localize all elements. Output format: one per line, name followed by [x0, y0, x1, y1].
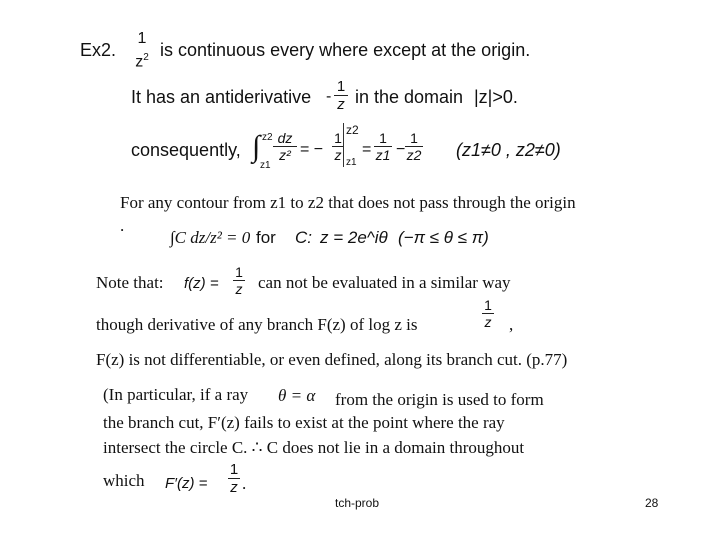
antiderivative-numerator: 1	[336, 78, 346, 95]
fraction-one-over-z1	[374, 131, 392, 162]
footer-title: tch-prob	[335, 496, 380, 510]
trailing-dot: .	[120, 216, 125, 235]
derivative-numerator: 1	[484, 297, 492, 313]
ex-fraction-denominator: z	[135, 53, 144, 71]
domain-text: in the domain	[355, 87, 464, 107]
antiderivative-denominator: z	[337, 96, 345, 113]
derivative-comma: ,	[509, 315, 514, 334]
theta-range: (−π ≤ θ ≤ π)	[398, 228, 489, 247]
domain-condition: |z|>0.	[474, 87, 518, 107]
branch-cut-text: the branch cut, F′(z) fails to exist at the point where the ray	[103, 413, 505, 432]
note-fraction	[233, 265, 245, 296]
nonzero-condition: (z1≠0 , z2≠0)	[456, 140, 561, 160]
ex-fraction-denominator-exp: 2	[143, 52, 149, 63]
ex-fraction-numerator: 1	[137, 30, 147, 47]
which-fraction	[228, 462, 240, 495]
integral-sign: ∫	[252, 130, 261, 163]
eval-denominator: z	[334, 147, 342, 163]
page-number: 28	[645, 496, 659, 510]
which-numerator: 1	[229, 461, 239, 478]
integrand-denominator: z²	[279, 147, 291, 163]
derivative-statement: though derivative of any branch F(z) of log z is	[96, 315, 418, 334]
note-statement: can not be evaluated in a similar way	[258, 273, 511, 292]
branch-cut-statement: F(z) is not differentiable, or even defined, along its branch cut. (p.77)	[96, 350, 568, 369]
eval-upper: z2	[346, 123, 359, 137]
contour-parametrization: z = 2e^iθ	[320, 228, 388, 247]
note-denominator: z	[235, 281, 243, 297]
antiderivative-text: It has an antiderivative	[131, 87, 312, 107]
antiderivative-fraction	[334, 79, 348, 112]
fraction-one-over-z2	[405, 131, 423, 162]
eval-numerator: 1	[334, 130, 342, 146]
integrand-numerator: dz	[277, 130, 293, 146]
example-label: Ex2.	[80, 40, 117, 60]
contour-integral: ∫C dz/z² = 0	[170, 228, 251, 247]
equals-sign: =	[362, 141, 372, 158]
contour-statement: For any contour from z1 to z2 that does not pass through the origin	[120, 193, 576, 212]
z1-fraction-denominator: z1	[375, 147, 391, 163]
derivative-denominator: z	[484, 314, 492, 330]
integral-upper-limit: z2	[262, 132, 273, 143]
note-label: Note that:	[96, 273, 164, 292]
z2-fraction-denominator: z2	[406, 147, 422, 163]
ex-fraction	[131, 31, 153, 70]
integral-lower-limit: z1	[260, 160, 271, 171]
consequently-label: consequently,	[131, 140, 241, 160]
ray-equation: θ = α	[278, 386, 316, 405]
which-dot: .	[242, 474, 247, 493]
continuity-statement: is continuous every where except at the origin.	[160, 40, 531, 60]
which-derivative: F′(z) =	[165, 475, 208, 492]
particular-continuation: from the origin is used to form	[335, 390, 544, 409]
z1-fraction-numerator: 1	[379, 130, 387, 146]
contour-c: C:	[295, 228, 312, 247]
eval-lower: z1	[346, 157, 357, 168]
minus-sign: −	[396, 141, 406, 158]
equals-minus: = −	[300, 141, 324, 158]
antiderivative-sign: -	[326, 88, 332, 105]
which-text: which	[103, 471, 145, 490]
note-numerator: 1	[235, 264, 243, 280]
which-denominator: z	[230, 479, 238, 496]
contour-for: for	[256, 228, 276, 247]
intersect-text: intersect the circle C. ∴ C does not lie in a domain throughout	[103, 438, 525, 457]
z2-fraction-numerator: 1	[410, 130, 418, 146]
integrand-fraction	[273, 131, 297, 162]
particular-text: (In particular, if a ray	[103, 385, 249, 404]
note-function: f(z) =	[184, 275, 219, 292]
derivative-fraction	[482, 298, 494, 329]
